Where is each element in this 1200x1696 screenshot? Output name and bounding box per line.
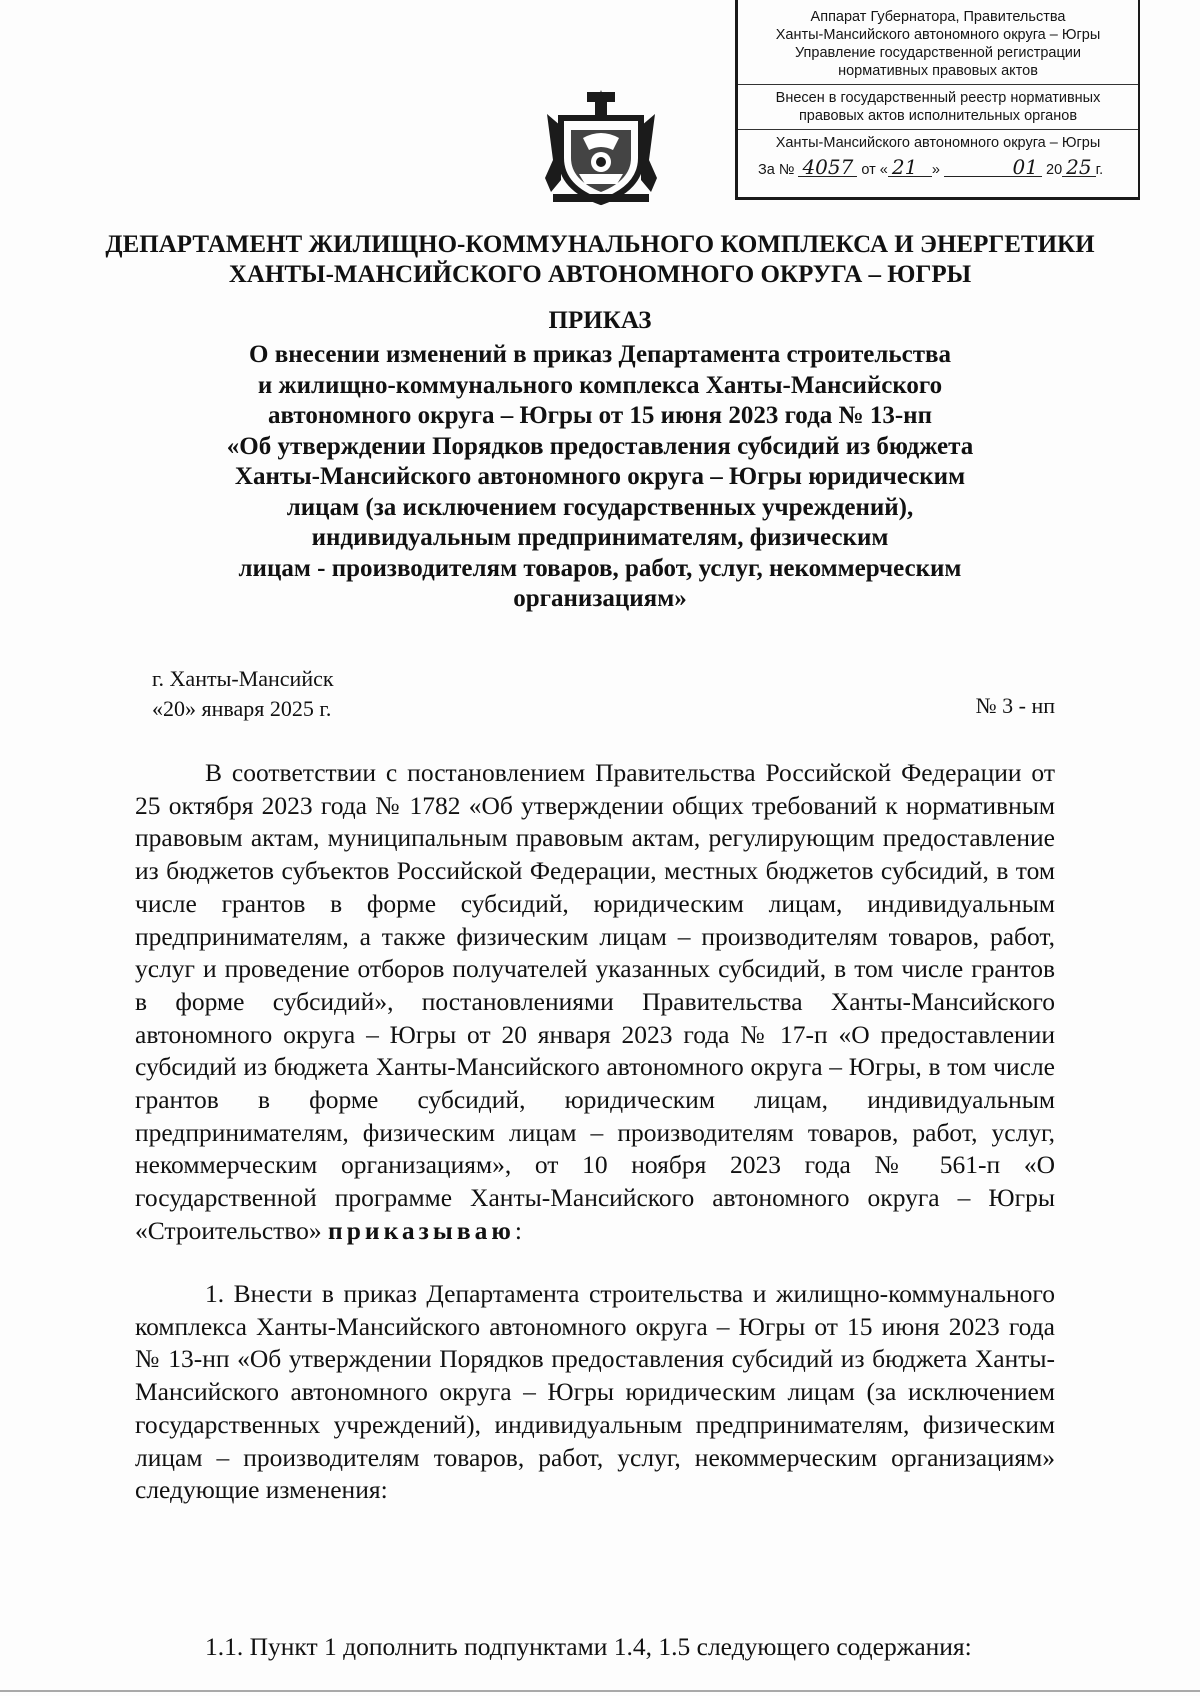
coat-of-arms-icon [543,88,659,206]
stamp-registration-number: За № 4057 от « 21 » 01 20 25 г. [758,155,1104,179]
city: г. Ханты-Мансийск [152,666,334,691]
stamp-divider [738,84,1138,85]
department-name: ДЕПАРТАМЕНТ ЖИЛИЩНО-КОММУНАЛЬНОГО КОМПЛЕКСА И ЭНЕРГЕТИКИ ХАНТЫ-МАНСИЙСКОГО АВТОНОМНОГО ОКРУГА – ЮГРЫ [105,231,1095,288]
order-number: № 3 - нп [975,693,1055,718]
handwritten-month: 01 [944,158,1042,177]
stamp-line: нормативных правовых актов [838,63,1038,79]
handwritten-day: 21 [888,158,932,177]
stamp-line: Аппарат Губернатора, Правительства [810,9,1066,25]
place-and-date [152,664,334,724]
handwritten-number: 4057 [798,158,857,177]
handwritten-year: 25 [1062,158,1095,177]
stamp-divider [738,129,1138,130]
registration-stamp [735,0,1140,200]
paragraph-item-1-1: 1.1. Пункт 1 дополнить подпунктами 1.4, 1.5 следующего содержания: [205,1632,972,1661]
stamp-line: Внесен в государственный реестр нормативных [775,90,1101,106]
stamp-line: правовых актов исполнительных органов [798,108,1078,124]
order-subject: О внесении изменений в приказ Департамента строительства и жилищно-коммунального комплекса Ханты-Мансийского автономного округа – Югры от 15 июня 2023 года № 13-нп «Об утверждении Порядков предоставления субсидий из бюджета Ханты-Мансийского автономного округа – Югры юридическим лицам (за исключением государственных учреждений), индивидуальным предпринимателям, физическим лицам - производителям товаров, работ, услуг, некоммерческим организациям» [226,341,974,612]
stamp-line: Ханты-Мансийского автономного округа – Югры [775,27,1101,43]
paragraph-item-1: 1. Внести в приказ Департамента строительства и жилищно-коммунального комплекса Ханты-Мансийского автономного округа – Югры от 15 июня 2023 года № 13-нп «Об утверждении Порядков предоставления субсидий из бюджета Ханты-Мансийского автономного округа – Югры юридическим лицам (за исключением государственных учреждений), индивидуальным предпринимателям, физическим лицам – производителям товаров, работ, услуг, некоммерческим организациям» следующие изменения: [135,1279,1055,1505]
order-word: приказываю [328,1215,515,1245]
preamble-paragraph: В соответствии с постановлением Правительства Российской Федерации от 25 октября 2023 года № 1782 «Об утверждении общих требований к нормативным правовым актам, муниципальным правовым актам, регулирующим предоставление из бюджетов субъектов Российской Федерации, местных бюджетов субсидий, в том числе грантов в форме субсидий, юридическим лицам, индивидуальным предпринимателям, а также физическим лицам – производителям товаров, работ, услуг и проведение отборов получателей указанных субсидий, в том числе грантов в форме субсидий», постановлениями Правительства Ханты-Мансийского автономного округа – Югры от 20 января 2023 года № 17-п «О предоставлении субсидий из бюджета Ханты-Мансийского автономного округа – Югры, в том числе грантов в форме субсидий, юридическим лицам, индивидуальным предпринимателям, физическим лицам – производителям товаров, работ, услуг, некоммерческим организациям», от 10 ноября 2023 года № 561-п «О государственной программе Ханты-Мансийского автономного округа – Югры «Строительство» приказываю: [135,758,1055,1245]
page-bottom-line [0,1690,1200,1692]
order-date: «20» января 2025 г. [152,696,332,721]
order-title: ПРИКАЗ [548,307,652,334]
stamp-line: Ханты-Мансийского автономного округа – Югры [775,135,1101,151]
stamp-line: Управление государственной регистрации [794,45,1082,61]
